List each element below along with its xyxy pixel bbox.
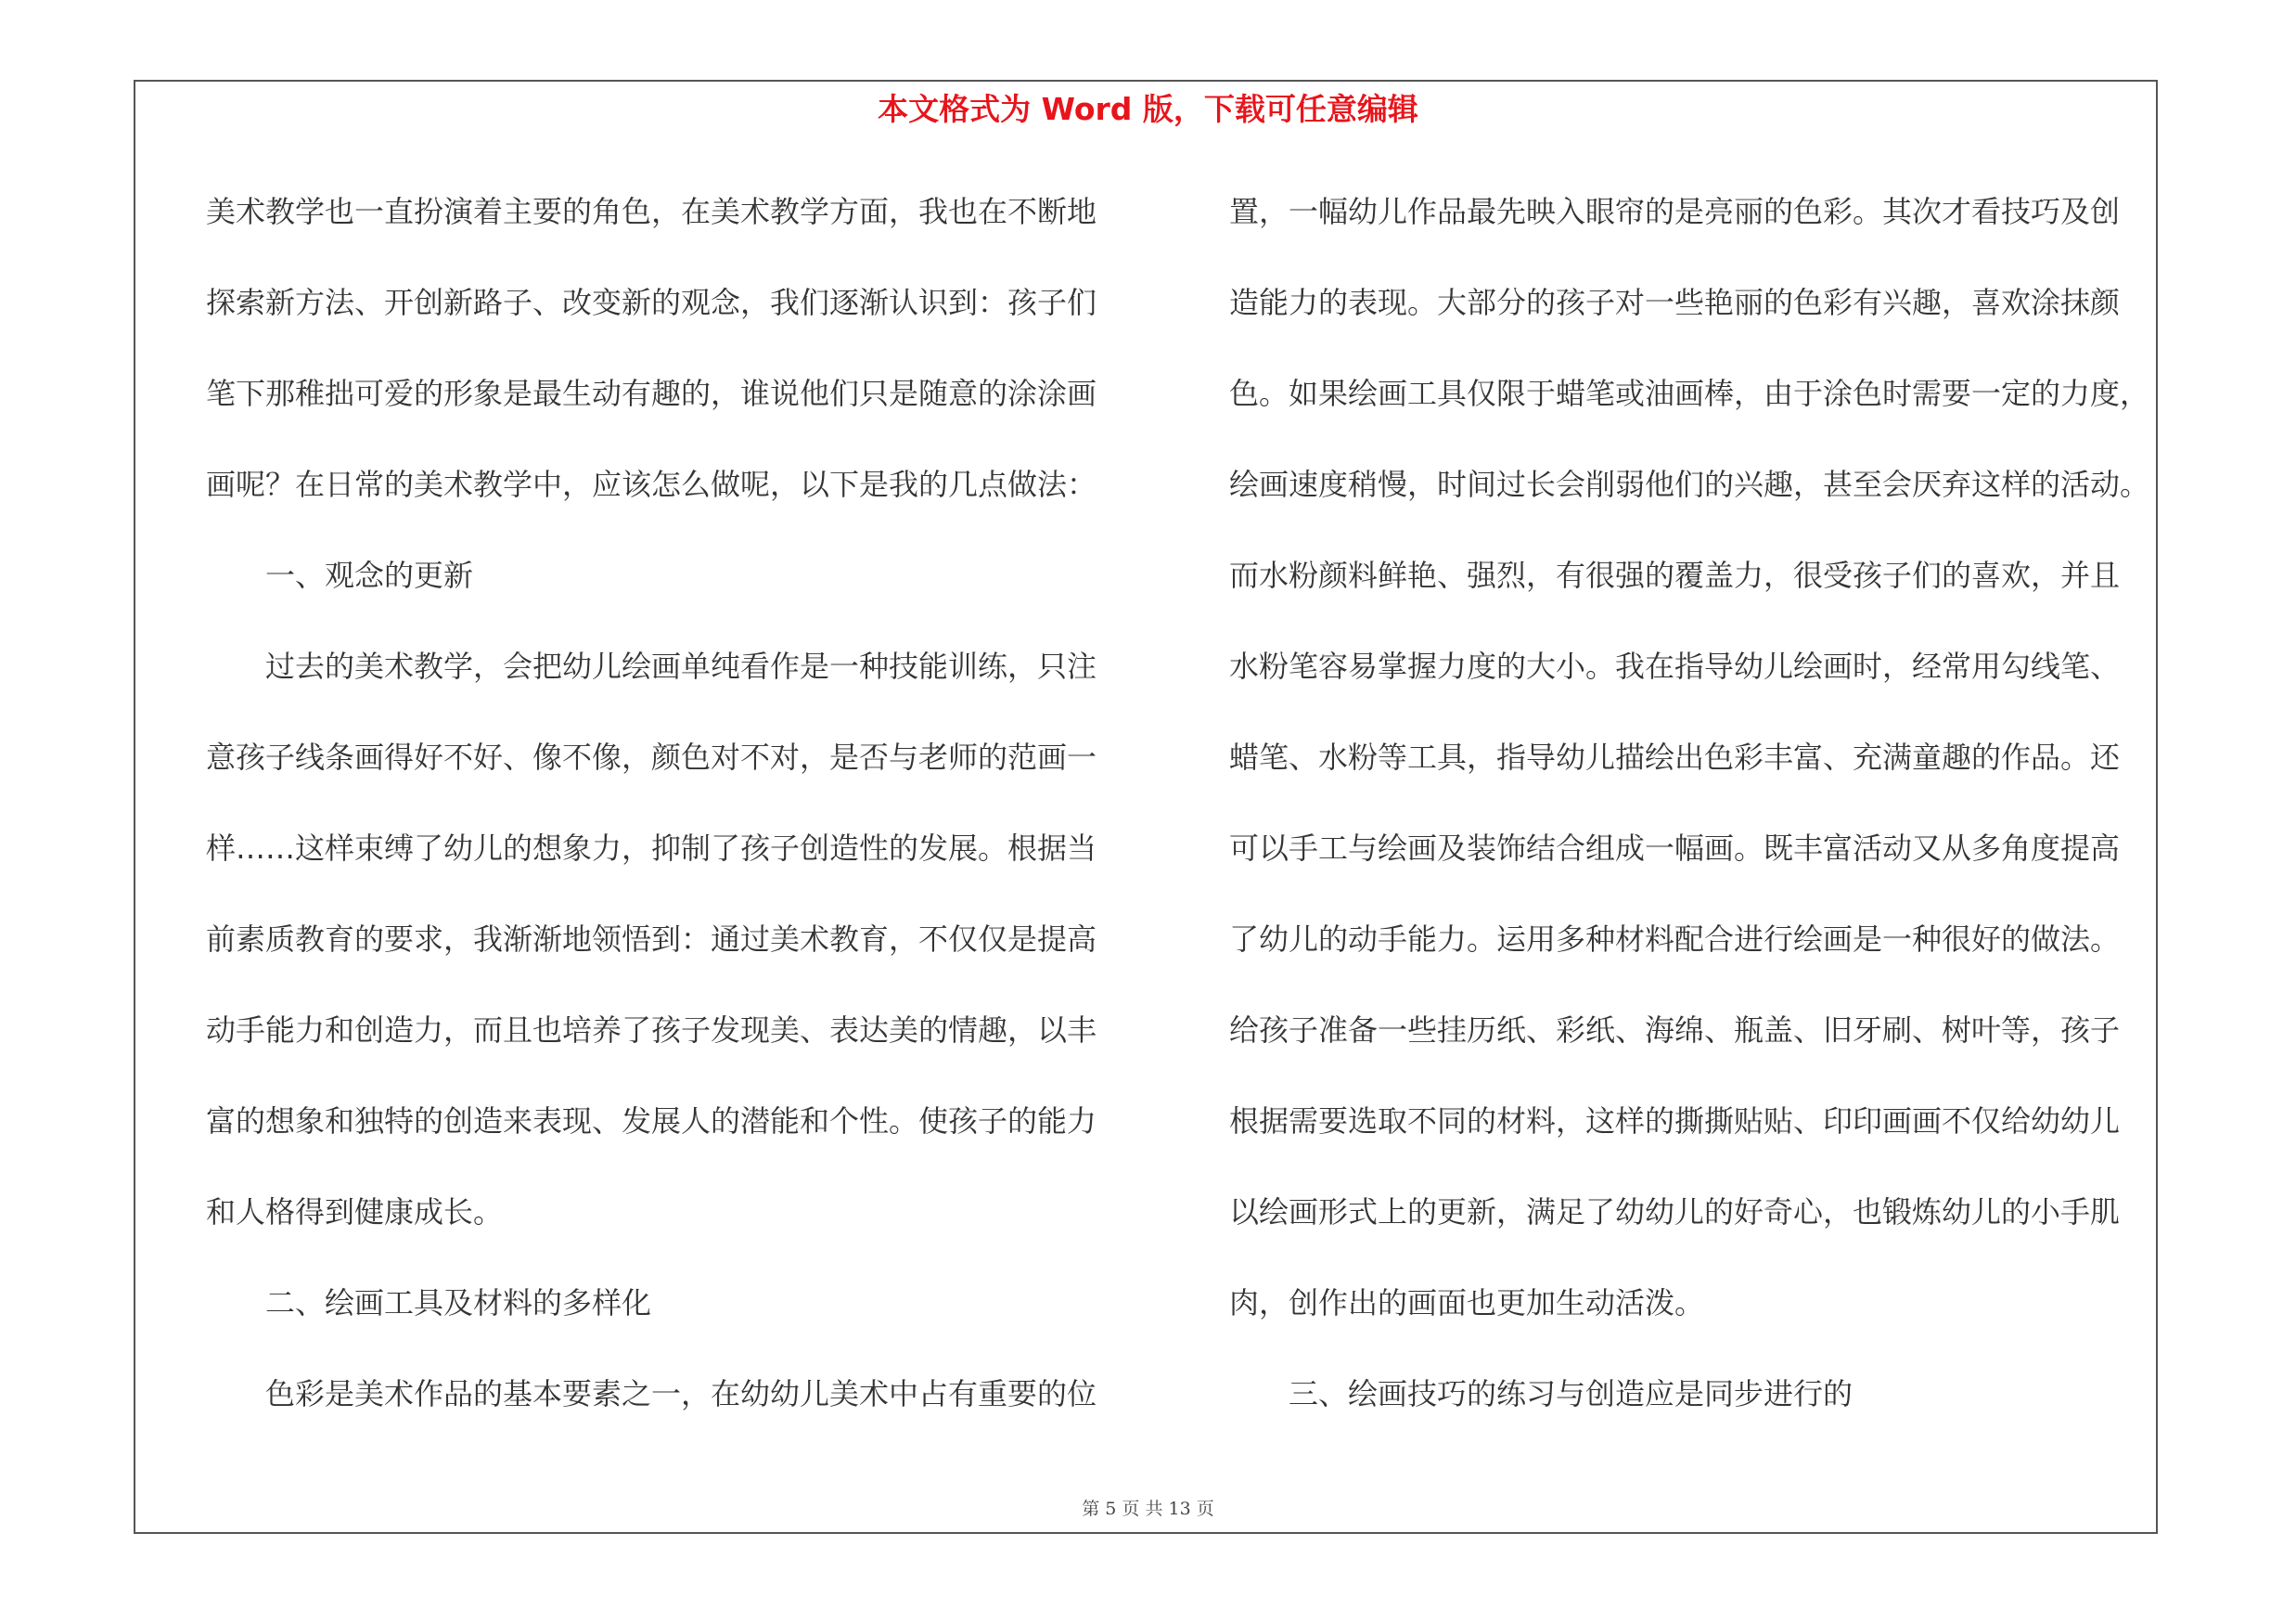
text-line: 美术教学也一直扮演着主要的角色，在美术教学方面，我也在不断地 xyxy=(206,194,1097,229)
right-text-column xyxy=(1229,182,2157,1455)
text-line: 过去的美术教学，会把幼儿绘画单纯看作是一种技能训练，只注 xyxy=(206,649,1097,684)
text-line: 了幼儿的动手能力。运用多种材料配合进行绘画是一种很好的做法。 xyxy=(1229,921,2121,957)
text-line: 色。如果绘画工具仅限于蜡笔或油画棒，由于涂色时需要一定的力度， xyxy=(1229,376,2150,411)
text-line: 画呢？在日常的美术教学中，应该怎么做呢，以下是我的几点做法： xyxy=(206,467,1097,502)
text-line: 色彩是美术作品的基本要素之一，在幼幼儿美术中占有重要的位 xyxy=(206,1376,1097,1411)
text-line: 水粉笔容易掌握力度的大小。我在指导幼儿绘画时，经常用勾线笔、 xyxy=(1229,649,2121,684)
text-line: 而水粉颜料鲜艳、强烈，有很强的覆盖力，很受孩子们的喜欢，并且 xyxy=(1229,558,2121,593)
format-banner: 本文格式为 Word 版，下载可任意编辑 xyxy=(878,91,1418,127)
left-text-column xyxy=(206,182,1134,1455)
text-line: 意孩子线条画得好不好、像不像，颜色对不对，是否与老师的范画一 xyxy=(206,740,1097,775)
section-heading: 三、绘画技巧的练习与创造应是同步进行的 xyxy=(1229,1376,1853,1411)
text-line: 根据需要选取不同的材料，这样的撕撕贴贴、印印画画不仅给幼幼儿 xyxy=(1229,1103,2121,1139)
text-line: 给孩子准备一些挂历纸、彩纸、海绵、瓶盖、旧牙刷、树叶等，孩子 xyxy=(1229,1012,2121,1048)
text-line: 以绘画形式上的更新，满足了幼幼儿的好奇心，也锻炼幼儿的小手肌 xyxy=(1229,1194,2121,1230)
text-line: 可以手工与绘画及装饰结合组成一幅画。既丰富活动又从多角度提高 xyxy=(1229,831,2121,866)
text-line: 笔下那稚拙可爱的形象是最生动有趣的，谁说他们只是随意的涂涂画 xyxy=(206,376,1097,411)
section-heading: 二、绘画工具及材料的多样化 xyxy=(206,1285,652,1320)
text-line: 置，一幅幼儿作品最先映入眼帘的是亮丽的色彩。其次才看技巧及创 xyxy=(1229,194,2121,229)
text-line: 探索新方法、开创新路子、改变新的观念，我们逐渐认识到：孩子们 xyxy=(206,285,1097,320)
text-line: 肉，创作出的画面也更加生动活泼。 xyxy=(1229,1285,1705,1320)
page-number: 第 5 页 共 13 页 xyxy=(1082,1499,1214,1519)
section-heading: 一、观念的更新 xyxy=(206,558,474,593)
text-line: 动手能力和创造力，而且也培养了孩子发现美、表达美的情趣，以丰 xyxy=(206,1012,1097,1048)
text-line: 富的想象和独特的创造来表现、发展人的潜能和个性。使孩子的能力 xyxy=(206,1103,1097,1139)
text-line: 前素质教育的要求，我渐渐地领悟到：通过美术教育，不仅仅是提高 xyxy=(206,921,1097,957)
text-line: 和人格得到健康成长。 xyxy=(206,1194,504,1230)
text-line: 绘画速度稍慢，时间过长会削弱他们的兴趣，甚至会厌弃这样的活动。 xyxy=(1229,467,2150,502)
text-line: 蜡笔、水粉等工具，指导幼儿描绘出色彩丰富、充满童趣的作品。还 xyxy=(1229,740,2121,775)
text-line: 样……这样束缚了幼儿的想象力，抑制了孩子创造性的发展。根据当 xyxy=(206,831,1097,866)
text-line: 造能力的表现。大部分的孩子对一些艳丽的色彩有兴趣，喜欢涂抹颜 xyxy=(1229,285,2121,320)
